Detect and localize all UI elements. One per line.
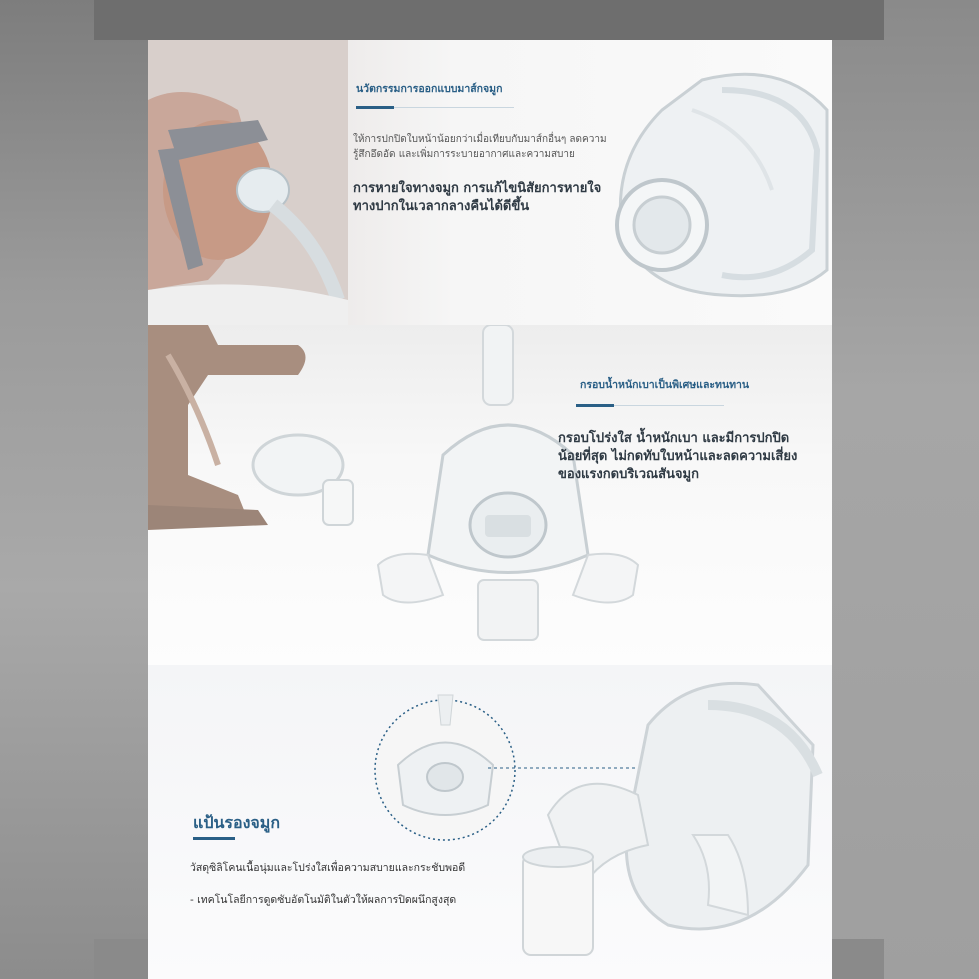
sleeping-man-photo — [148, 40, 348, 325]
section2-divider — [614, 405, 724, 406]
section1-divider — [394, 107, 514, 108]
section3-heading: แป้นรองจมูก — [193, 813, 281, 832]
section2-accent-bar — [576, 404, 614, 407]
section1-accent-bar — [356, 106, 394, 109]
section2-highlight: กรอบโปร่งใส น้ำหนักเบา และมีการปกปิดน้อยที่สุด ไม่กดทับใบหน้าและลดความเสี่ยงของแรงกดบริเวณสันจมูก — [558, 431, 798, 482]
section1-title: นวัตกรรมการออกแบบมาส์กจมูก — [356, 83, 503, 95]
section-design-innovation — [148, 40, 832, 325]
headgear-mask-image — [148, 325, 378, 545]
background-top — [94, 0, 884, 40]
section3-line2: - เทคโนโลยีการดูดซับอัตโนมัติในตัวให้ผลการปิดผนึกสูงสุด — [190, 894, 457, 906]
section-frame — [148, 325, 832, 665]
section-nasal-cushion — [148, 665, 832, 979]
nasal-cushion-image — [602, 50, 832, 310]
section3-line1: วัสดุซิลิโคนเนื้อนุ่มและโปร่งใสเพื่อความสบายและกระชับพอดี — [190, 862, 466, 874]
section1-body: ให้การปกปิดใบหน้าน้อยกว่าเมื่อเทียบกับมาส์กอื่นๆ ลดความรู้สึกอึดอัด และเพิ่มการระบายอากาศและความสบาย — [353, 134, 607, 160]
frame-mask-image — [373, 325, 643, 645]
section2-title: กรอบน้ำหนักเบาเป็นพิเศษและทนทาน — [580, 379, 750, 391]
background-left — [0, 0, 148, 979]
background-right — [831, 0, 979, 979]
section1-highlight: การหายใจทางจมูก การแก้ไขนิสัยการหายใจทางปากในเวลากลางคืนได้ดีขึ้น — [353, 181, 602, 214]
section3-accent-bar — [193, 837, 235, 840]
